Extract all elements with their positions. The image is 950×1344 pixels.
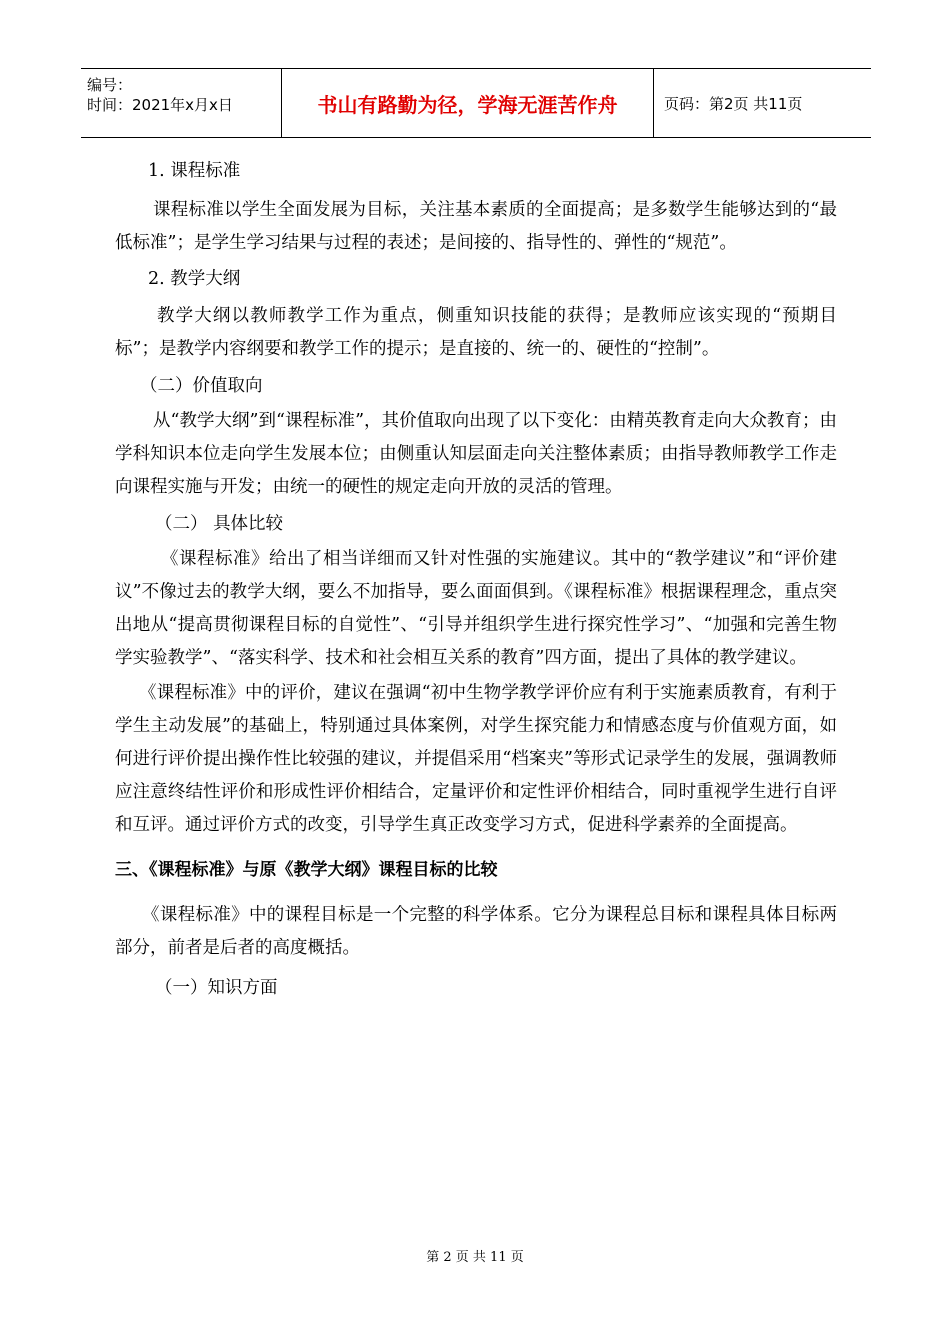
paragraph-evaluation: 《课程标准》中的评价，建议在强调“初中生物学教学评价应有利于实施素质教育，有利于学生主动发展”的基础上，特别通过具体案例，对学生探究能力和情感态度与价值观方面，如何进行评价提出操作性比较强的建议，并提倡采用“档案夹”等形式记录学生的发展，强调教师应注意终结性评价和形成性评价相结合，定量评价和定性评价相结合，同时重视学生进行自评和互评。通过评价方式的改变，引导学生真正改变学习方式，促进科学素养的全面提高。 xyxy=(115,683,837,835)
number-label: 编号： xyxy=(87,76,133,94)
paragraph-course-goals: 《课程标准》中的课程目标是一个完整的科学体系。它分为课程总目标和课程具体目标两部分，前者是后者的高度概括。 xyxy=(115,905,837,958)
page-footer: 第 2 页 共 11 页 xyxy=(426,1250,524,1265)
heading-value-orientation: （二）价值取向 xyxy=(140,376,263,396)
paragraph-teaching-syllabus: 教学大纲以教师教学工作为重点，侧重知识技能的获得；是教师应该实现的“预期目标”；是教学内容纲要和教学工作的提示；是直接的、统一的、硬性的“控制”。 xyxy=(115,306,837,359)
header-page-info: 页码：第2页 共11页 xyxy=(664,94,803,113)
heading-course-standard: 1. 课程标准 xyxy=(148,161,241,181)
section-heading-three: 三、《课程标准》与原《教学大纲》课程目标的比较 xyxy=(115,860,498,880)
page-header xyxy=(81,68,871,138)
header-motto: 书山有路勤为径，学海无涯苦作舟 xyxy=(282,69,654,137)
heading-teaching-syllabus: 2. 教学大纲 xyxy=(148,269,241,289)
paragraph-course-standard: 课程标准以学生全面发展为目标，关注基本素质的全面提高；是多数学生能够达到的“最低标准”；是学生学习结果与过程的表述；是间接的、指导性的、弹性的“规范”。 xyxy=(115,200,837,253)
heading-knowledge: （一）知识方面 xyxy=(155,978,278,998)
heading-specific-comparison: （二） 具体比较 xyxy=(155,514,284,534)
paragraph-value-orientation: 从“教学大纲”到“课程标准”，其价值取向出现了以下变化：由精英教育走向大众教育；由学科知识本位走向学生发展本位；由侧重认知层面走向关注整体素质；由指导教师教学工作走向课程实施与开发；由统一的硬性的规定走向开放的灵活的管理。 xyxy=(115,411,837,497)
document-body xyxy=(115,150,837,1005)
header-meta xyxy=(81,69,282,137)
paragraph-implementation-advice: 《课程标准》给出了相当详细而又针对性强的实施建议。其中的“教学建议”和“评价建议”不像过去的教学大纲，要么不加指导，要么面面俱到。《课程标准》根据课程理念，重点突出地从“提高贯彻课程目标的自觉性”、“引导并组织学生进行探究性学习”、“加强和完善生物学实验教学”、“落实科学、技术和社会相互关系的教育”四方面，提出了具体的教学建议。 xyxy=(115,549,837,668)
time-label: 时间：2021年x月x日 xyxy=(87,96,233,114)
